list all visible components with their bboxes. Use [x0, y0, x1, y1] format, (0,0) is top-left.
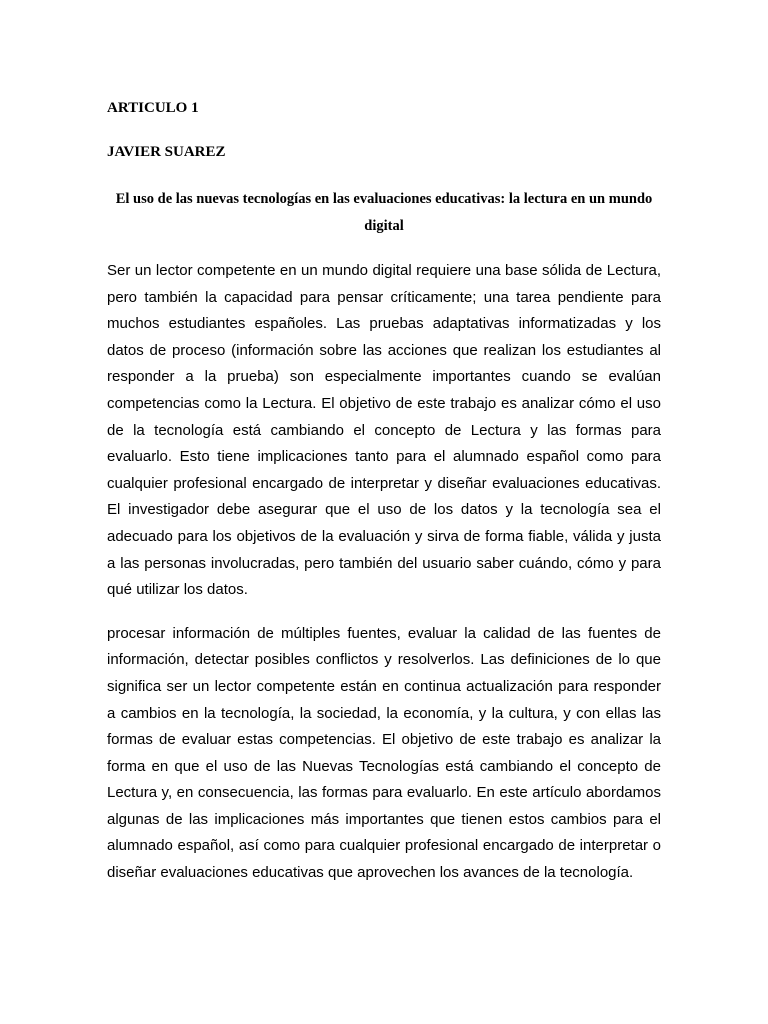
author-name: JAVIER SUAREZ: [107, 144, 226, 160]
body-paragraph-1: Ser un lector competente en un mundo digital requiere una base sólida de Lectura, pero también la capacidad para pensar críticamente; una tarea pendiente para muchos estudiantes españoles. Las pruebas adaptativas informatizadas y los datos de proceso (información sobre las acciones que realizan los estudiantes al responder a la prueba) son especialmente importantes cuando se evalúan competencias como la Lectura. El objetivo de este trabajo es analizar cómo el uso de la tecnología está cambiando el concepto de Lectura y las formas para evaluarlo. Esto tiene implicaciones tanto para el alumnado español como para cualquier profesional encargado de interpretar y diseñar evaluaciones educativas. El investigador debe asegurar que el uso de los datos y la tecnología sea el adecuado para los objetivos de la evaluación y sirva de forma fiable, válida y justa a las personas involucradas, pero también del usuario saber cuándo, cómo y para qué utilizar los datos.: [107, 262, 661, 599]
body-paragraph-2: procesar información de múltiples fuentes, evaluar la calidad de las fuentes de información, detectar posibles conflictos y resolverlos. Las definiciones de lo que significa ser un lector competente están en continua actualización para responder a cambios en la tecnología, la sociedad, la economía, y la cultura, y con ellas las formas de evaluar estas competencias. El objetivo de este trabajo es analizar la forma en que el uso de las Nuevas Tecnologías está cambiando el concepto de Lectura y, en consecuencia, las formas para evaluarlo. En este artículo abordamos algunas de las implicaciones más importantes que tienen estos cambios para el alumnado español, así como para cualquier profesional encargado de interpretar o diseñar evaluaciones educativas que aprovechen los avances de la tecnología.: [107, 624, 661, 882]
article-title: El uso de las nuevas tecnologías en las evaluaciones educativas: la lectura en un mundo digital: [115, 191, 653, 234]
article-heading: ARTICULO 1: [107, 100, 199, 116]
document-page: [107, 98, 661, 887]
